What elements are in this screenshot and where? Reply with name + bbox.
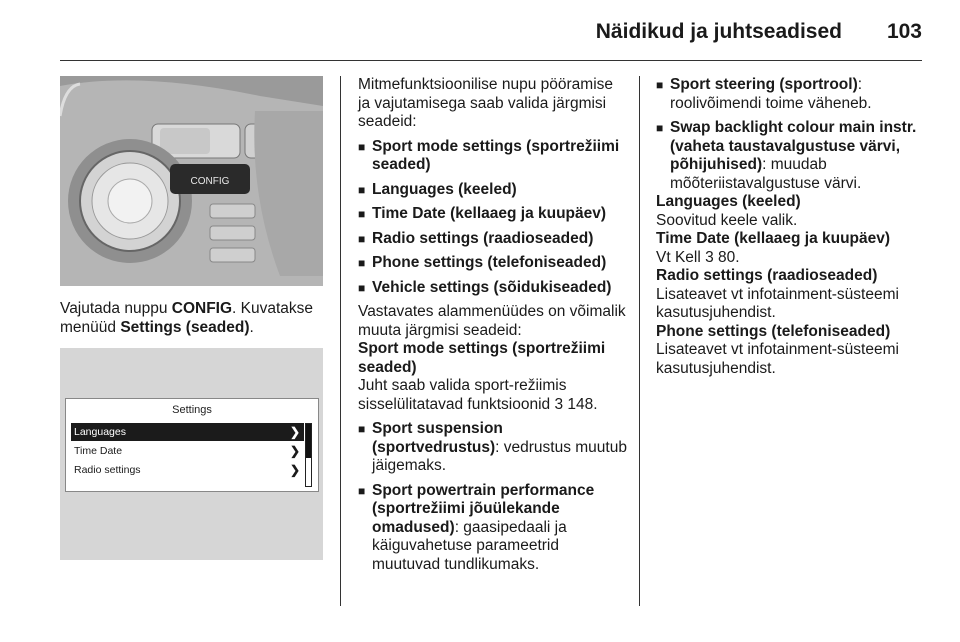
section-text: Lisateavet vt infotainment-süsteemi kasutusjuhendist. bbox=[656, 285, 899, 321]
chevron-right-icon: ❯ bbox=[289, 463, 300, 477]
col2-after: Vastavates alammenüüdes on võimalik muuta järgmisi seadeid: bbox=[358, 303, 626, 339]
settings-menu-title: Settings bbox=[172, 404, 212, 416]
settings-emphasis: Settings (seaded) bbox=[120, 318, 250, 336]
intro-text: . Kuvatakse menüüd bbox=[60, 300, 314, 336]
config-button-label: CONFIG bbox=[190, 176, 230, 187]
column-divider-2 bbox=[639, 76, 640, 606]
menu-row-label: Time Date bbox=[74, 445, 123, 457]
page-ref-arrow-icon: 3 bbox=[554, 395, 564, 413]
col2-intro: Mitmefunktsioonilise nupu pööramise ja vajutamisega saab valida järgmisi seadeid: bbox=[358, 76, 614, 130]
list-item: ■ Phone settings (telefoniseaded) bbox=[358, 254, 607, 271]
page-number: 103 bbox=[886, 20, 922, 43]
bullet-icon: ■ bbox=[656, 121, 664, 135]
list-item: ■ Sport suspension (sportvedrustus): vedrustus muutub jäigemaks. bbox=[358, 420, 627, 474]
list-item: ■ Languages (keeled) bbox=[358, 180, 517, 198]
section-heading: Radio settings (raadioseaded) bbox=[656, 267, 878, 284]
bullet-icon: ■ bbox=[358, 256, 366, 270]
col2-text bbox=[358, 76, 628, 574]
section-heading: Phone settings (telefoniseaded) bbox=[656, 322, 891, 340]
settings-screen-image bbox=[60, 348, 323, 560]
column-divider-1 bbox=[340, 76, 341, 606]
section-text: Soovitud keele valik. bbox=[656, 211, 798, 229]
menu-row-radio-settings bbox=[71, 461, 304, 479]
menu-row-label: Languages bbox=[74, 426, 126, 438]
section-text: Juht saab valida sport-režiimis sisselülitatavad funktsioonid 3 148. bbox=[358, 377, 598, 413]
bullet-icon: ■ bbox=[358, 422, 366, 436]
bullet-icon: ■ bbox=[656, 78, 664, 92]
col1-text bbox=[60, 300, 328, 337]
list-item: ■ Sport mode settings (sportrežiimi seaded) bbox=[358, 137, 620, 173]
intro-text: . bbox=[249, 318, 254, 336]
chevron-right-icon: ❯ bbox=[289, 425, 300, 439]
console-photo bbox=[60, 76, 323, 286]
page-ref-arrow-icon: 3 bbox=[705, 248, 714, 266]
list-item: ■ Vehicle settings (sõidukiseaded) bbox=[358, 278, 612, 296]
menu-scroll-thumb bbox=[306, 424, 311, 458]
page-header bbox=[0, 0, 960, 60]
section-text: Vt Kell 3 80. bbox=[656, 248, 740, 266]
list-item: ■ Sport powertrain performance (sportrežiimi jõuülekande omadused): gaasipedaali ja käiguvahetuse parameetrid muutuvad tundlikumaks. bbox=[358, 481, 595, 573]
header-rule bbox=[60, 60, 922, 61]
bullet-icon: ■ bbox=[358, 182, 366, 197]
list-item: ■ Swap backlight colour main instr. (vaheta taustavalgustuse värvi, põhijuhised): muudab mõõteriistavalgustuse värvi. bbox=[656, 119, 917, 192]
console-illustration bbox=[60, 76, 323, 286]
menu-row-languages bbox=[71, 423, 304, 441]
list-item: ■ Sport steering (sportrool): roolivõimendi toime väheneb. bbox=[656, 76, 872, 112]
section-heading: Languages (keeled) bbox=[656, 193, 801, 210]
bullet-icon: ■ bbox=[358, 231, 366, 246]
list-item: ■ Time Date (kellaaeg ja kuupäev) bbox=[358, 205, 607, 222]
menu-row-label: Radio settings bbox=[74, 464, 141, 476]
bullet-icon: ■ bbox=[358, 207, 366, 221]
menu-row-time-date bbox=[71, 442, 304, 460]
settings-menu-panel bbox=[65, 398, 319, 492]
bullet-icon: ■ bbox=[358, 139, 366, 154]
bullet-icon: ■ bbox=[358, 483, 366, 498]
chevron-right-icon: ❯ bbox=[289, 444, 300, 458]
section-heading: Time Date (kellaaeg ja kuupäev) bbox=[656, 230, 891, 247]
section-text: Lisateavet vt infotainment-süsteemi kasutusjuhendist. bbox=[656, 341, 899, 377]
col3-text bbox=[656, 70, 918, 378]
intro-text: Vajutada nuppu bbox=[60, 300, 172, 317]
list-item: ■ Radio settings (raadioseaded) bbox=[358, 229, 594, 247]
section-heading: Sport mode settings (sportrežiimi seaded) bbox=[358, 340, 606, 376]
config-instruction bbox=[60, 300, 328, 337]
bullet-icon: ■ bbox=[358, 280, 366, 295]
config-emphasis: CONFIG bbox=[171, 300, 233, 317]
menu-scrollbar bbox=[305, 423, 312, 487]
running-title: Näidikud ja juhtseadised bbox=[595, 20, 842, 43]
